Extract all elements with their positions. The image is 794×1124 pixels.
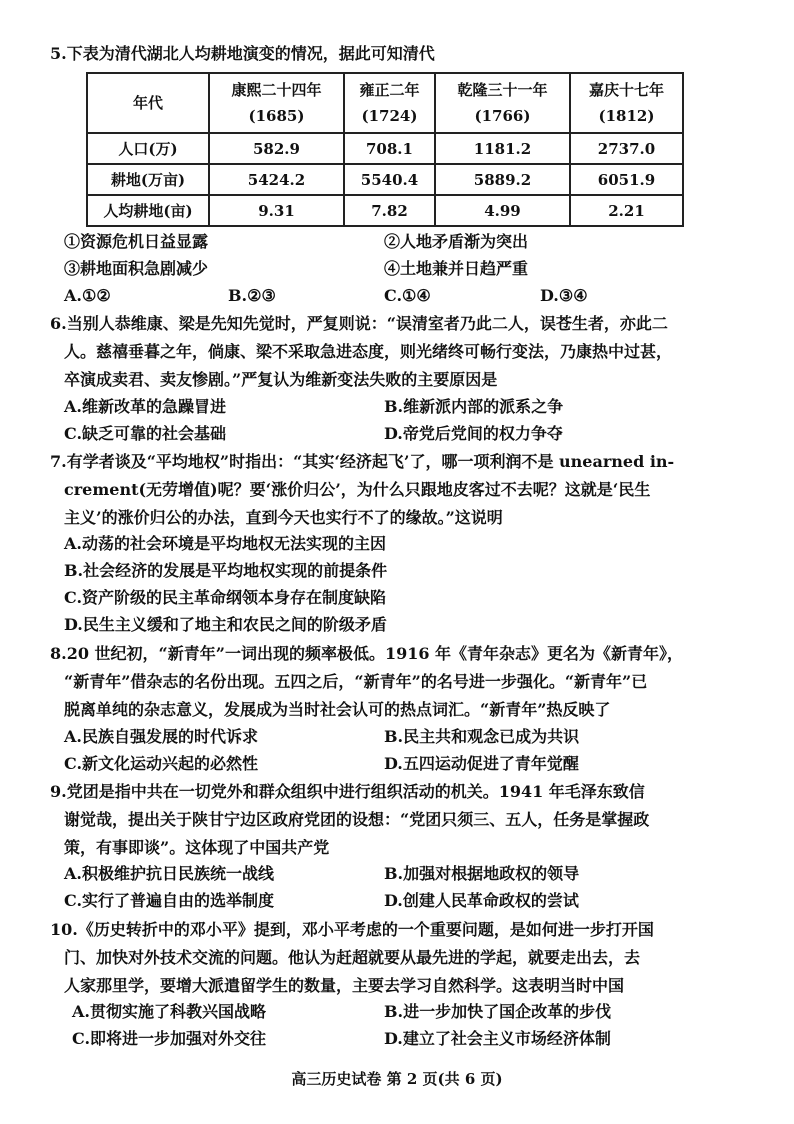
q10-option-c[interactable]: C.即将进一步加强对外交往 (72, 1029, 267, 1048)
q6-option-d[interactable]: D.帝党后党间的权力争夺 (384, 424, 563, 443)
q5-option-d[interactable]: D.③④ (540, 286, 588, 305)
q9-option-d[interactable]: D.创建人民革命政权的尝试 (384, 891, 579, 910)
table-header-col: 雍正二年 (1724) (344, 73, 435, 133)
q7-option-b[interactable]: B.社会经济的发展是平均地权实现的前提条件 (64, 561, 388, 580)
q6-option-b[interactable]: B.维新派内部的派系之争 (384, 397, 564, 416)
q5-table (86, 72, 684, 227)
q9-stem-line: 9.党团是指中共在一切党外和群众组织中进行组织活动的机关。1941 年毛泽东致信 (50, 782, 645, 801)
q9-stem-line: 策，有事即谈”。这体现了中国共产党 (64, 838, 330, 857)
table-cell: 5540.4 (344, 164, 435, 195)
table-cell: 708.1 (344, 133, 435, 164)
q7-stem-line: crement(无劳增值)呢？要‘涨价归公’，为什么只跟地皮客过不去呢？这就是‘民生 (64, 480, 651, 499)
q10-option-b[interactable]: B.进一步加快了国企改革的步伐 (384, 1002, 612, 1021)
table-header-col: 康熙二十四年 (1685) (209, 73, 344, 133)
q7-option-c[interactable]: C.资产阶级的民主革命纲领本身存在制度缺陷 (64, 588, 387, 607)
q10-option-a[interactable]: A.贯彻实施了科教兴国战略 (72, 1002, 266, 1021)
table-row-label: 人口(万) (87, 133, 209, 164)
q6-option-c[interactable]: C.缺乏可靠的社会基础 (64, 424, 227, 443)
table-header-row (87, 73, 683, 133)
q6-option-a[interactable]: A.维新改革的急躁冒进 (64, 397, 226, 416)
q6-stem-line: 6.当别人恭维康、梁是先知先觉时，严复则说：“误清室者乃此二人，误苍生者，亦此二 (50, 314, 668, 333)
q9-option-b[interactable]: B.加强对根据地政权的领导 (384, 864, 580, 883)
table-row-label: 耕地(万亩) (87, 164, 209, 195)
table-cell: 2.21 (570, 195, 683, 226)
q10-stem-line: 10.《历史转折中的邓小平》提到，邓小平考虑的一个重要问题，是如何进一步打开国 (50, 920, 654, 939)
q5-item-2: ②人地矛盾渐为突出 (384, 232, 529, 251)
table-row (87, 133, 683, 164)
q5-option-c[interactable]: C.①④ (384, 286, 431, 305)
table-cell: 7.82 (344, 195, 435, 226)
table-cell: 582.9 (209, 133, 344, 164)
q9-option-a[interactable]: A.积极维护抗日民族统一战线 (64, 864, 274, 883)
table-cell: 9.31 (209, 195, 344, 226)
table-header-label: 年代 (87, 73, 209, 133)
table-row (87, 195, 683, 226)
table-row-label: 人均耕地(亩) (87, 195, 209, 226)
q5-item-4: ④土地兼并日趋严重 (384, 259, 529, 278)
q8-option-c[interactable]: C.新文化运动兴起的必然性 (64, 754, 259, 773)
table-cell: 4.99 (435, 195, 570, 226)
q5-item-1: ①资源危机日益显露 (64, 232, 209, 251)
q5-option-b[interactable]: B.②③ (228, 286, 276, 305)
q10-stem-line: 人家那里学，要增大派遣留学生的数量，主要去学习自然科学。这表明当时中国 (64, 976, 625, 995)
q7-option-d[interactable]: D.民生主义缓和了地主和农民之间的阶级矛盾 (64, 615, 387, 634)
q8-option-d[interactable]: D.五四运动促进了青年觉醒 (384, 754, 579, 773)
table-header-col: 嘉庆十七年 (1812) (570, 73, 683, 133)
q6-stem-line: 卒演成卖君、卖友惨剧。”严复认为维新变法失败的主要原因是 (64, 370, 498, 389)
q5-item-3: ③耕地面积急剧减少 (64, 259, 209, 278)
page-footer: 高三历史试卷 第 2 页(共 6 页) (291, 1070, 503, 1088)
table-cell: 6051.9 (570, 164, 683, 195)
q8-option-b[interactable]: B.民主共和观念已成为共识 (384, 727, 580, 746)
q10-option-d[interactable]: D.建立了社会主义市场经济体制 (384, 1029, 611, 1048)
q7-stem-line: 7.有学者谈及“平均地权”时指出：“其实‘经济起飞’了，哪一项利润不是 unearned in- (50, 452, 675, 471)
table-cell: 5424.2 (209, 164, 344, 195)
table-cell: 1181.2 (435, 133, 570, 164)
q7-stem-line: 主义’的涨价归公的办法，直到今天也实行不了的缘故。”这说明 (64, 508, 503, 527)
table-header-col: 乾隆三十一年 (1766) (435, 73, 570, 133)
q9-option-c[interactable]: C.实行了普遍自由的选举制度 (64, 891, 275, 910)
q5-stem: 5.下表为清代湖北人均耕地演变的情况，据此可知清代 (50, 44, 435, 63)
q9-stem-line: 谢觉哉，提出关于陕甘宁边区政府党团的设想：“党团只须三、五人，任务是掌握政 (64, 810, 650, 829)
q8-stem-line: “新青年”借杂志的名份出现。五四之后，“新青年”的名号进一步强化。“新青年”已 (64, 672, 648, 691)
q6-stem-line: 人。慈禧垂暮之年，倘康、梁不采取急进态度，则光绪终可畅行变法，乃康热中过甚， (64, 342, 673, 361)
q7-option-a[interactable]: A.动荡的社会环境是平均地权无法实现的主因 (64, 534, 386, 553)
table-cell: 2737.0 (570, 133, 683, 164)
q5-option-a[interactable]: A.①② (64, 286, 111, 305)
q8-stem-line: 脱离单纯的杂志意义，发展成为当时社会认可的热点词汇。“新青年”热反映了 (64, 700, 611, 719)
q8-stem-line: 8.20 世纪初，“新青年”一词出现的频率极低。1916 年《青年杂志》更名为《新青年》， (50, 644, 684, 663)
q8-option-a[interactable]: A.民族自强发展的时代诉求 (64, 727, 258, 746)
table-cell: 5889.2 (435, 164, 570, 195)
table-row (87, 164, 683, 195)
q10-stem-line: 门、加快对外技术交流的问题。他认为赶超就要从最先进的学起，就要走出去，去 (64, 948, 641, 967)
